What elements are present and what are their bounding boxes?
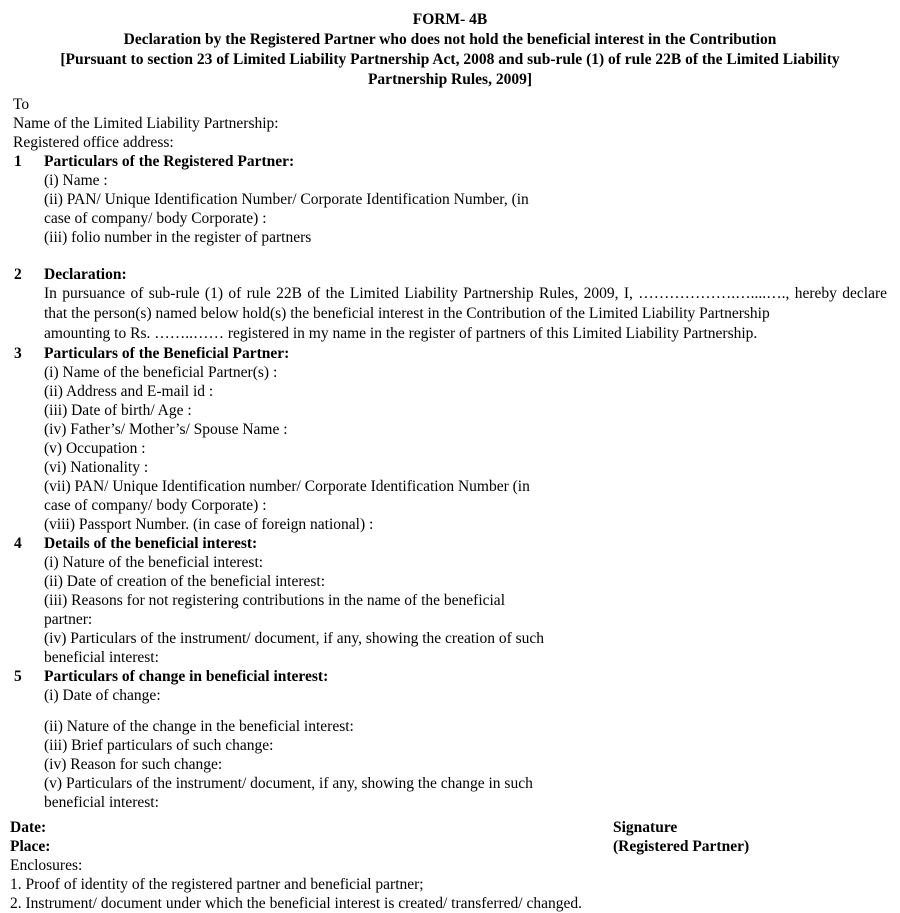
section-3-item-3: (iii) Date of birth/ Age : (44, 402, 192, 419)
enclosure-item-2: 2. Instrument/ document under which the beneficial interest is created/ transferred/ changed. (10, 895, 582, 912)
section-1-item-2-cont: case of company/ body Corporate) : (44, 210, 267, 227)
section-3 (0, 344, 900, 534)
declaration-paragraph (44, 284, 887, 344)
enclosure-item-1: 1. Proof of identity of the registered partner and beneficial partner; (10, 876, 424, 893)
llp-name-label: Name of the Limited Liability Partnership: (13, 115, 279, 132)
date-label: Date: (10, 819, 47, 836)
signatory-label: (Registered Partner) (613, 838, 750, 855)
section-5-item-1: (i) Date of change: (44, 687, 161, 704)
form-number: FORM- 4B (412, 11, 488, 28)
document-header (0, 0, 900, 89)
section-1-heading: Particulars of the Registered Partner: (44, 153, 295, 170)
addressee-block (0, 95, 900, 152)
signature-label: Signature (613, 819, 678, 836)
section-3-item-7: (vii) PAN/ Unique Identification number/ Corporate Identification Number (in (44, 478, 530, 495)
section-4-item-1: (i) Nature of the beneficial interest: (44, 554, 264, 571)
section-1 (0, 152, 900, 247)
section-4-item-4: (iv) Particulars of the instrument/ document, if any, showing the creation of such (44, 630, 545, 647)
section-3-item-4: (iv) Father’s/ Mother’s/ Spouse Name : (44, 421, 288, 438)
section-1-item-1: (i) Name : (44, 172, 108, 189)
document-title: Declaration by the Registered Partner who does not hold the beneficial interest in the Contribution (123, 31, 777, 48)
section-3-number: 3 (14, 345, 22, 362)
section-3-item-8: (viii) Passport Number. (in case of foreign national) : (44, 516, 374, 533)
section-1-number: 1 (14, 153, 22, 170)
section-4-item-2: (ii) Date of creation of the beneficial interest: (44, 573, 326, 590)
section-spacer (0, 247, 900, 265)
section-5-number: 5 (14, 668, 22, 685)
date-signature-row (10, 818, 900, 837)
section-1-item-2: (ii) PAN/ Unique Identification Number/ Corporate Identification Number, (in (44, 191, 529, 208)
section-3-heading: Particulars of the Beneficial Partner: (44, 345, 290, 362)
section-4-heading: Details of the beneficial interest: (44, 535, 258, 552)
section-3-item-2: (ii) Address and E-mail id : (44, 383, 214, 400)
section-3-item-1: (i) Name of the beneficial Partner(s) : (44, 364, 278, 381)
declaration-paragraph-text: In pursuance of sub-rule (1) of rule 22B of the Limited Liability Partnership Rules, 2009, I, ……………….…....…., hereby declare that the person(s) named below hold(s) the beneficial interest in the Contribution of the Limited Liability Partnership (44, 285, 887, 322)
section-2-heading: Declaration: (44, 266, 127, 283)
section-5-heading: Particulars of change in beneficial interest: (44, 668, 329, 685)
enclosures-label: Enclosures: (10, 857, 83, 874)
section-5-item-5-cont: beneficial interest: (44, 794, 159, 811)
place-signatory-row (10, 837, 900, 856)
section-3-item-5: (v) Occupation : (44, 440, 146, 457)
section-4-item-3: (iii) Reasons for not registering contributions in the name of the beneficial (44, 592, 505, 609)
section-2 (0, 265, 900, 344)
registered-office-label: Registered office address: (13, 134, 174, 151)
section-5-item-2: (ii) Nature of the change in the beneficial interest: (44, 718, 354, 735)
section-2-number: 2 (14, 266, 22, 283)
to-label: To (13, 96, 30, 113)
section-5-item-5: (v) Particulars of the instrument/ document, if any, showing the change in such (44, 775, 533, 792)
section-1-item-3: (iii) folio number in the register of partners (44, 229, 312, 246)
declaration-paragraph-last-line: amounting to Rs. ……..…… registered in my name in the register of partners of this Limited Liability Partnership. (44, 325, 758, 342)
section-4-number: 4 (14, 535, 22, 552)
document-subtitle: [Pursuant to section 23 of Limited Liability Partnership Act, 2008 and sub-rule (1) of rule 22B of the Limited Liability Partnership Rules, 2009] (60, 51, 840, 88)
section-5 (0, 667, 900, 812)
section-5-item-4: (iv) Reason for such change: (44, 756, 223, 773)
section-5-item-3: (iii) Brief particulars of such change: (44, 737, 274, 754)
section-3-item-6: (vi) Nationality : (44, 459, 149, 476)
section-4 (0, 534, 900, 667)
signature-block (0, 818, 900, 913)
section-4-item-3-cont: partner: (44, 611, 93, 628)
section-4-item-4-cont: beneficial interest: (44, 649, 159, 666)
place-label: Place: (10, 838, 51, 855)
section-3-item-7-cont: case of company/ body Corporate) : (44, 497, 267, 514)
